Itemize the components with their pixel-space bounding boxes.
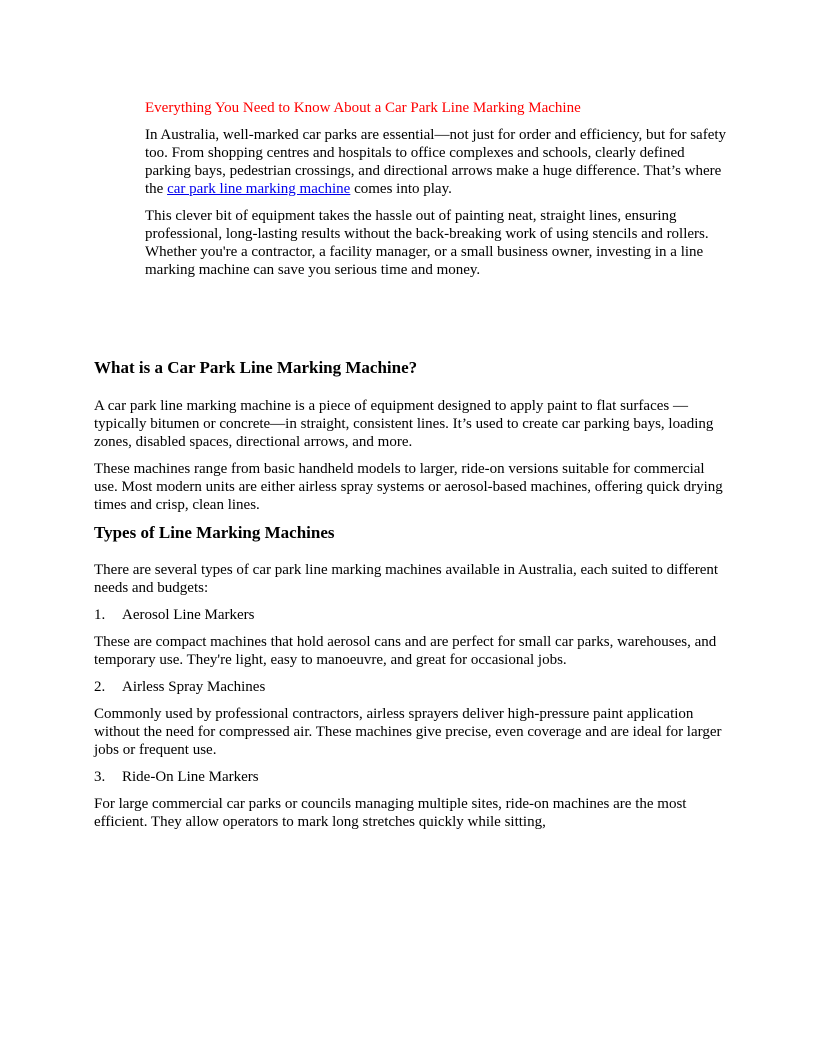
list-item-title-text: Aerosol Line Markers — [122, 607, 255, 623]
section1-paragraph-2: These machines range from basic handheld models to larger, ride-on versions suitable for commercial use. Most modern units are either airless spray systems or aerosol-based machines, offering quick drying times and crisp, clean lines. — [94, 461, 723, 513]
list-item-number: 2. — [94, 679, 106, 695]
list-item-title-text: Airless Spray Machines — [122, 679, 266, 695]
list-item-title — [94, 768, 729, 786]
document-title: Everything You Need to Know About a Car Park Line Marking Machine — [145, 100, 581, 116]
intro-p1-text-after: comes into play. — [350, 181, 452, 197]
list-item-title — [94, 678, 729, 696]
list-item-body: For large commercial car parks or councils managing multiple sites, ride-on machines are the most efficient. They allow operators to mark long stretches quickly while sitting, — [94, 796, 687, 830]
intro-p1-text-before: In Australia, well-marked car parks are essential—not just for order and efficiency, but for safety too. From shopping centres and hospitals to office complexes and schools, clearly defined parking bays, pedestrian crossings, and directional arrows make a huge difference. That’s where the — [145, 127, 727, 197]
list-item — [94, 606, 729, 669]
list-item-number: 1. — [94, 607, 106, 623]
intro-section — [145, 99, 730, 288]
list-item-body: Commonly used by professional contractors, airless sprayers deliver high-pressure paint application without the need for compressed air. These machines give precise, even coverage and are ideal for larger jobs or frequent use. — [94, 706, 722, 758]
section-heading-types: Types of Line Marking Machines — [94, 523, 335, 542]
section2-intro: There are several types of car park line marking machines available in Australia, each suited to different needs and budgets: — [94, 562, 719, 596]
section1-paragraph-1: A car park line marking machine is a piece of equipment designed to apply paint to flat surfaces —typically bitumen or concrete—in straight, consistent lines. It’s used to create car parking bays, loading zones, disabled spaces, directional arrows, and more. — [94, 398, 714, 450]
list-item-title-text: Ride-On Line Markers — [122, 769, 259, 785]
intro-paragraph-2: This clever bit of equipment takes the hassle out of painting neat, straight lines, ensuring professional, long-lasting results without the back-breaking work of using stencils and rollers. Whether you're a contractor, a facility manager, or a small business owner, investing in a line marking machine can save you serious time and money. — [145, 208, 709, 278]
list-item — [94, 678, 729, 759]
list-item-title — [94, 606, 729, 624]
list-item — [94, 768, 729, 831]
section-heading-what-is: What is a Car Park Line Marking Machine? — [94, 358, 418, 377]
list-item-number: 3. — [94, 769, 106, 785]
types-list — [94, 606, 729, 831]
main-content — [94, 358, 729, 840]
intro-paragraph-1 — [145, 126, 730, 198]
list-item-body: These are compact machines that hold aerosol cans and are perfect for small car parks, warehouses, and temporary use. They're light, easy to manoeuvre, and great for occasional jobs. — [94, 634, 717, 668]
car-park-line-marking-machine-link[interactable]: car park line marking machine — [167, 181, 351, 197]
